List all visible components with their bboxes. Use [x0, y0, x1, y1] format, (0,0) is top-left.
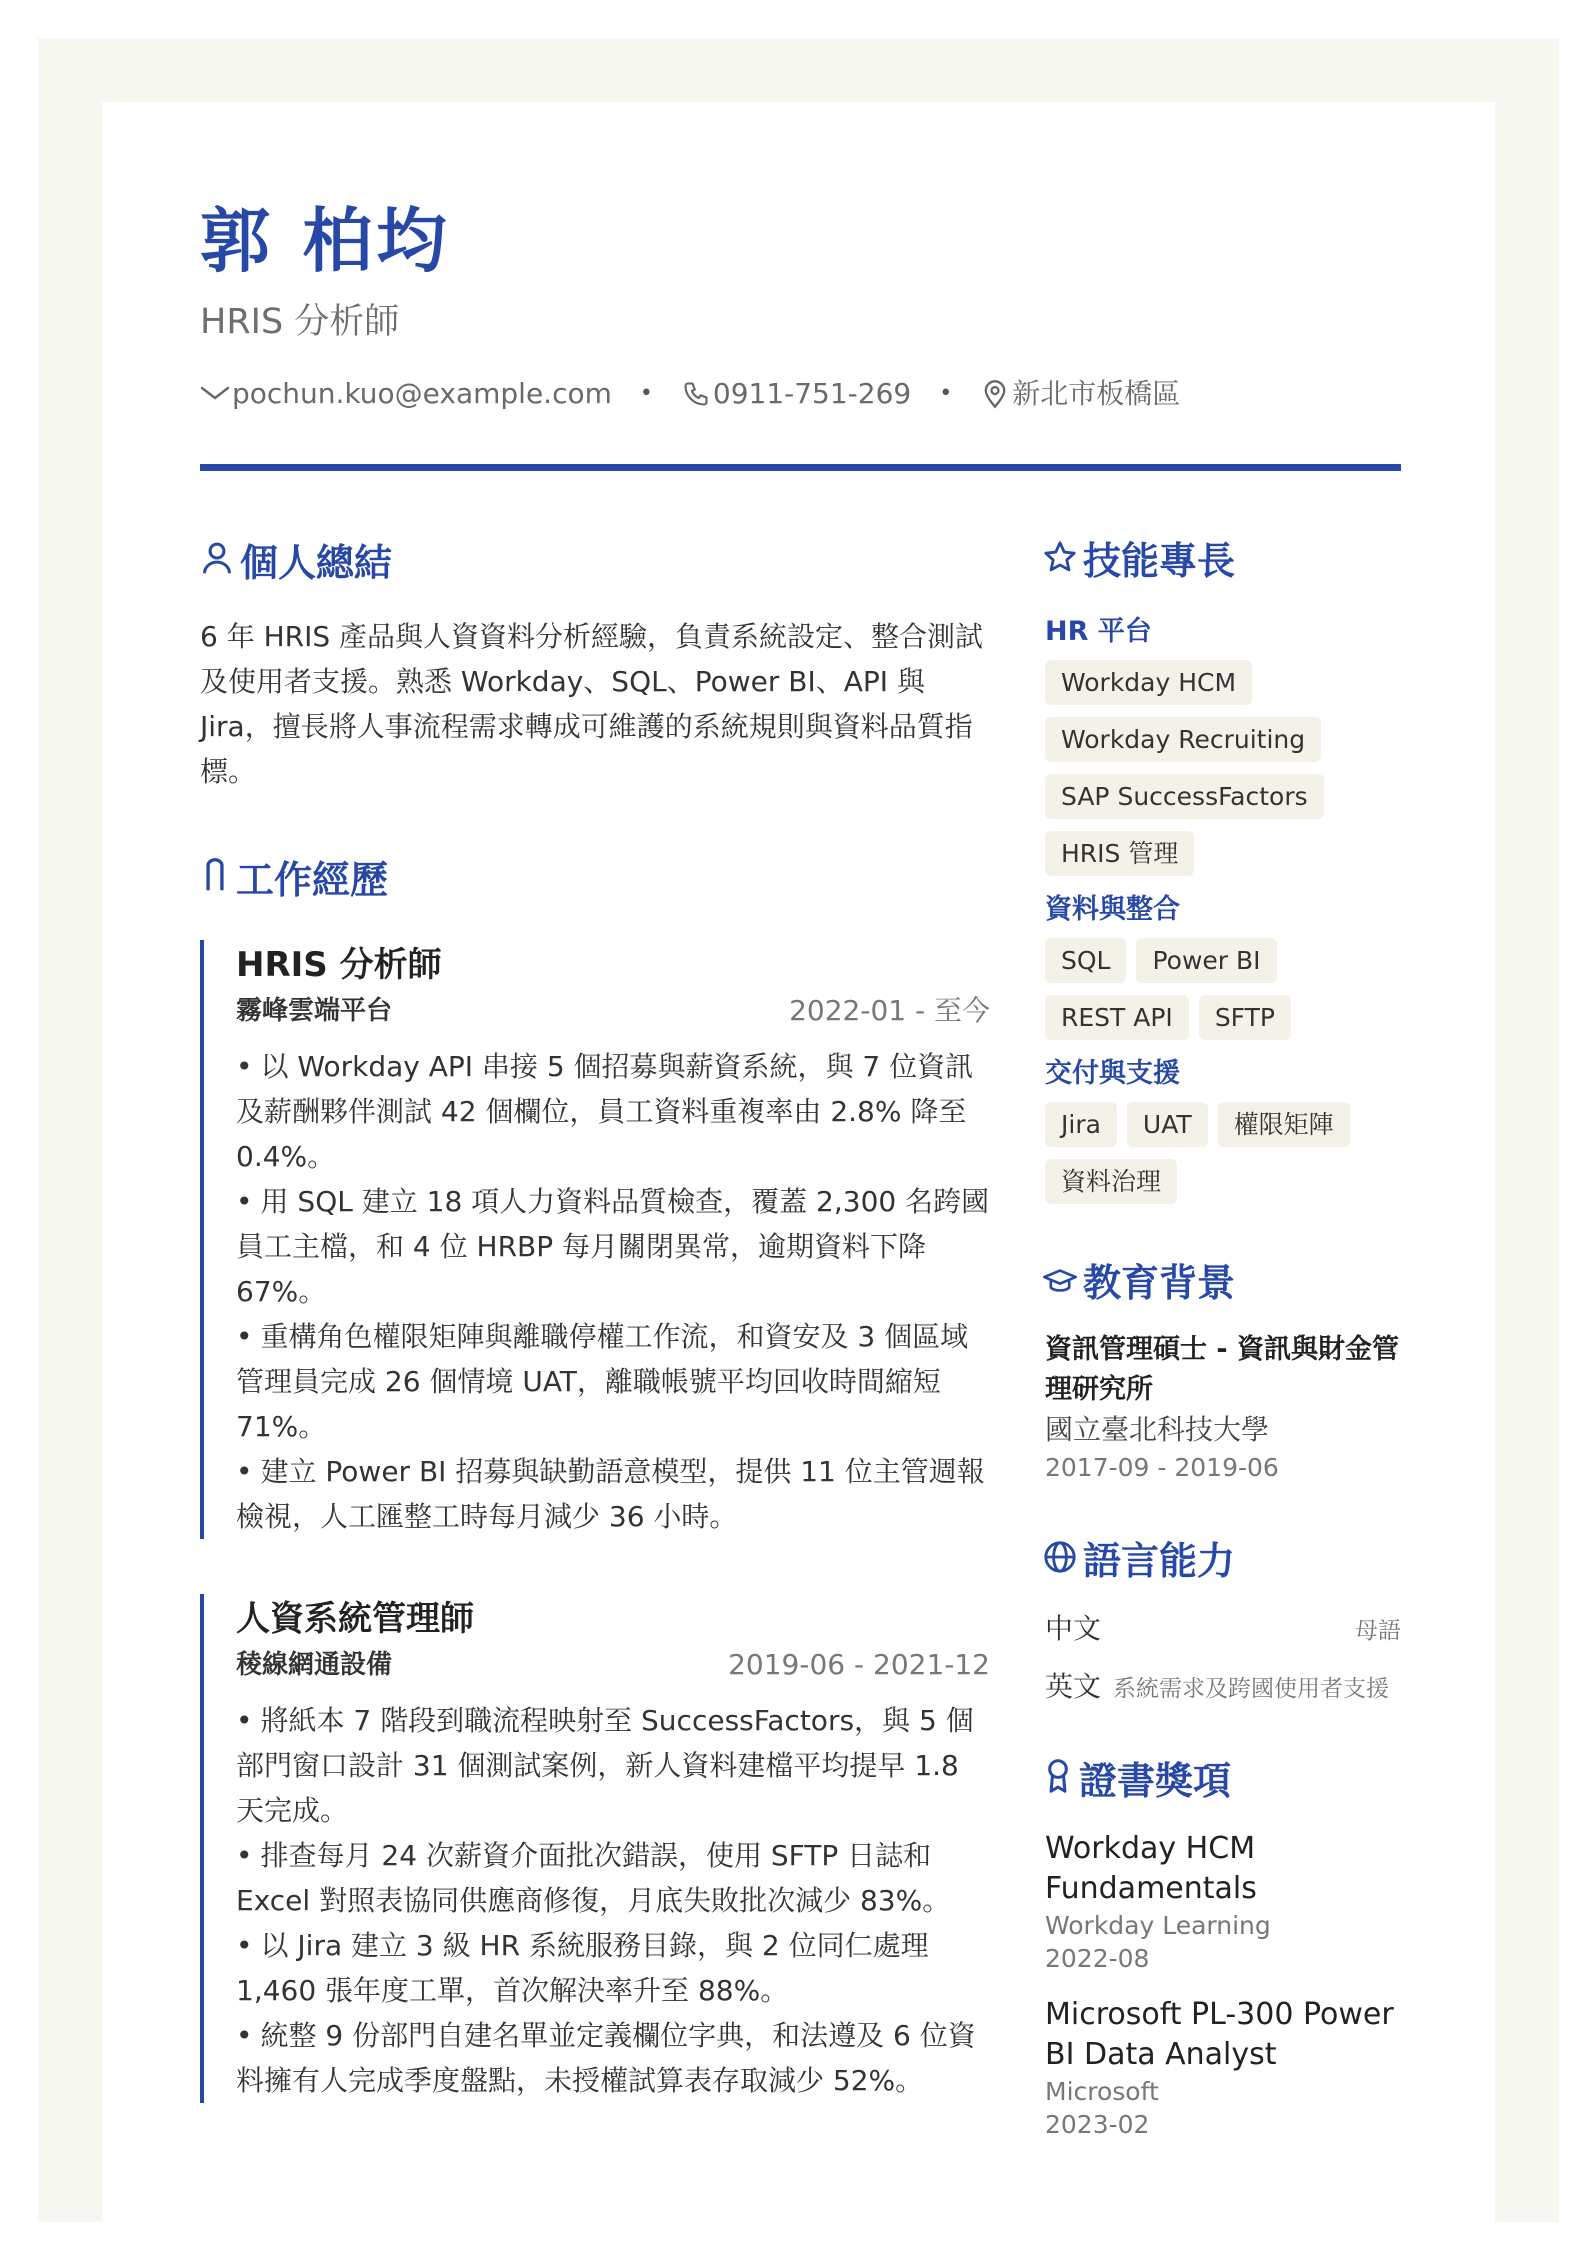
languages-heading: 語言能力: [1043, 1536, 1235, 1586]
certifications-section: [1045, 1829, 1401, 2161]
globe-icon: [1043, 1536, 1083, 1586]
skill-chip: SAP SuccessFactors: [1045, 774, 1324, 819]
skills-section: [1045, 612, 1401, 1218]
language-name: 中文: [1045, 1612, 1102, 1645]
star-icon: [1043, 536, 1083, 586]
certification-item: [1045, 1995, 1401, 2141]
job-company: 霧峰雲端平台: [236, 996, 393, 1026]
candidate-name: 郭 柏均: [200, 200, 451, 282]
certification-name: Microsoft PL-300 Power BI Data Analyst: [1045, 1997, 1394, 2072]
certification-issuer: Workday Learning: [1045, 1911, 1271, 1940]
language-row: [1045, 1659, 1401, 1717]
contact-phone[interactable]: 0911-751-269: [712, 377, 912, 410]
summary-text: 6 年 HRIS 產品與人資資料分析經驗，負責系統設定、整合測試及使用者支援。熟悉 Workday、SQL、Power BI、API 與 Jira，擅長將人事流程需求轉成可維護的系統規則與資料品質指標。: [200, 620, 984, 788]
language-row: [1045, 1601, 1401, 1659]
education-section: [1045, 1330, 1401, 1486]
education-degree: 資訊管理碩士 - 資訊與財金管理研究所: [1045, 1334, 1400, 1405]
language-name: 英文: [1045, 1670, 1102, 1703]
job-bullet: • 排查每月 24 次薪資介面批次錯誤，使用 SFTP 日誌和 Excel 對照表協同供應商修復，月底失敗批次減少 83%。: [236, 1833, 990, 1923]
skills-heading: 技能專長: [1043, 536, 1235, 586]
job-entry: [200, 1594, 990, 2103]
skill-chip: SQL: [1045, 938, 1126, 983]
job-bullet: • 建立 Power BI 招募與缺勤語意模型，提供 11 位主管週報檢視，人工匯整工時每月減少 36 小時。: [236, 1449, 990, 1539]
briefcase-icon: [200, 855, 236, 905]
header-divider: [200, 464, 1401, 471]
skill-chip: HRIS 管理: [1045, 831, 1194, 876]
location-pin-icon: [980, 379, 1010, 409]
graduation-cap-icon: [1043, 1258, 1083, 1308]
languages-section: [1045, 1601, 1401, 1717]
skill-chip: UAT: [1127, 1102, 1208, 1147]
job-bullet: • 重構角色權限矩陣與離職停權工作流，和資安及 3 個區域管理員完成 26 個情境 UAT，離職帳號平均回收時間縮短 71%。: [236, 1314, 990, 1449]
language-level: 系統需求及跨國使用者支援: [1113, 1676, 1390, 1702]
skill-group-title: 交付與支援: [1045, 1058, 1180, 1089]
award-ribbon-icon: [1043, 1756, 1079, 1806]
certification-item: [1045, 1829, 1401, 1975]
certification-date: 2022-08: [1045, 1944, 1150, 1973]
job-entry: [200, 940, 990, 1539]
skill-chip: Power BI: [1136, 938, 1276, 983]
skill-chip: REST API: [1045, 995, 1189, 1040]
job-bullet: • 以 Jira 建立 3 級 HR 系統服務目錄，與 2 位同仁處理 1,460 張年度工單，首次解決率升至 88%。: [236, 1923, 990, 2013]
person-icon: [200, 538, 240, 588]
skill-chip: Workday Recruiting: [1045, 717, 1321, 762]
mail-icon: [200, 379, 230, 409]
job-bullet: • 以 Workday API 串接 5 個招募與薪資系統，與 7 位資訊及薪酬夥伴測試 42 個欄位，員工資料重複率由 2.8% 降至 0.4%。: [236, 1044, 990, 1179]
skill-chip: Workday HCM: [1045, 660, 1252, 705]
job-bullet: • 用 SQL 建立 18 項人力資料品質檢查，覆蓋 2,300 名跨國員工主檔，和 4 位 HRBP 每月關閉異常，逾期資料下降 67%。: [236, 1179, 990, 1314]
job-bullet: • 統整 9 份部門自建名單並定義欄位字典，和法遵及 6 位資料擁有人完成季度盤點，未授權試算表存取減少 52%。: [236, 2013, 990, 2103]
education-school: 國立臺北科技大學: [1045, 1413, 1270, 1446]
job-title: 人資系統管理師: [236, 1599, 474, 1639]
education-heading: 教育背景: [1043, 1258, 1235, 1308]
skill-group-title: HR 平台: [1045, 616, 1152, 647]
phone-icon: [681, 379, 711, 409]
contact-location: 新北市板橋區: [1012, 377, 1181, 410]
job-title: HRIS 分析師: [236, 945, 442, 985]
certification-date: 2023-02: [1045, 2110, 1150, 2139]
skill-chip: Jira: [1045, 1102, 1117, 1147]
separator-dot: •: [639, 381, 653, 406]
certification-issuer: Microsoft: [1045, 2077, 1159, 2106]
skill-chip: 資料治理: [1045, 1159, 1177, 1204]
language-level: 母語: [1355, 1618, 1401, 1644]
job-company: 稜線網通設備: [236, 1650, 393, 1680]
education-dates: 2017-09 - 2019-06: [1045, 1453, 1279, 1482]
contact-line: [200, 373, 1180, 415]
contact-email[interactable]: pochun.kuo@example.com: [232, 377, 612, 410]
certifications-heading: 證書獎項: [1043, 1756, 1231, 1806]
skill-group-title: 資料與整合: [1045, 894, 1180, 925]
job-dates: 2022-01 - 至今: [789, 994, 990, 1027]
experience-heading: 工作經歷: [200, 855, 388, 905]
summary-heading: 個人總結: [200, 538, 392, 588]
skill-chip: 權限矩陣: [1218, 1102, 1350, 1147]
job-bullet: • 將紙本 7 階段到職流程映射至 SuccessFactors，與 5 個部門窗口設計 31 個測試案例，新人資料建檔平均提早 1.8 天完成。: [236, 1698, 990, 1833]
certification-name: Workday HCM Fundamentals: [1045, 1831, 1257, 1906]
job-dates: 2019-06 - 2021-12: [728, 1648, 990, 1681]
candidate-headline: HRIS 分析師: [200, 302, 400, 342]
separator-dot: •: [939, 381, 953, 406]
skill-chip: SFTP: [1199, 995, 1291, 1040]
